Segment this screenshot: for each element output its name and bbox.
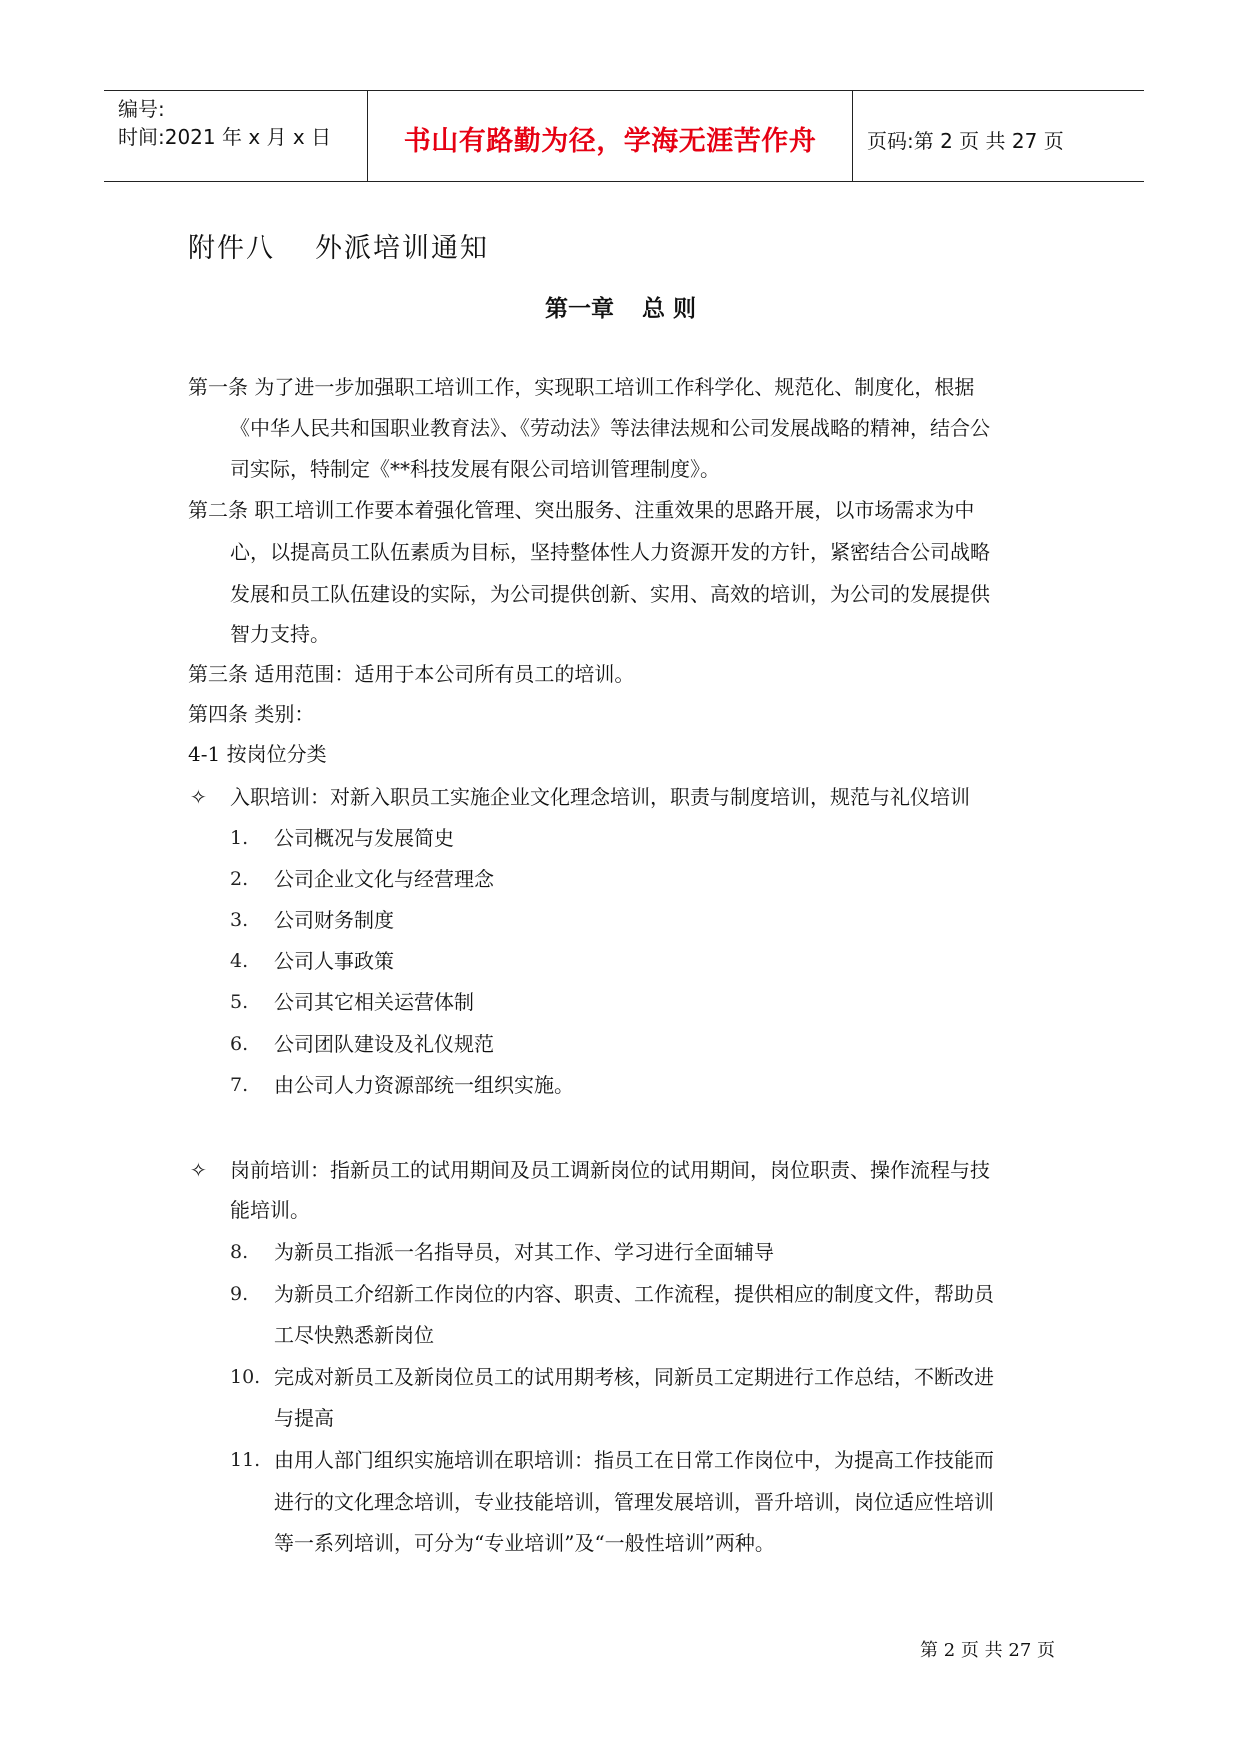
list-item-number: 5. [230, 991, 249, 1013]
list-item-text: 为新员工介绍新工作岗位的内容、职责、工作流程，提供相应的制度文件，帮助员 [274, 1282, 994, 1306]
induction-training-text: 入职培训：对新入职员工实施企业文化理念培训，职责与制度培训，规范与礼仪培训 [230, 785, 970, 809]
article-4-1: 4-1 按岗位分类 [188, 742, 327, 766]
list-item-number: 3. [230, 909, 249, 931]
list-item-number: 4. [230, 950, 249, 972]
list-item-number: 6. [230, 1033, 249, 1055]
header-motto: 书山有路勤为径，学海无涯苦作舟 [403, 126, 817, 157]
chapter-number: 第一章 [544, 296, 614, 322]
list-item-number: 9. [230, 1283, 249, 1305]
article-2-line-1: 第二条 职工培训工作要本着强化管理、突出服务、注重效果的思路开展，以市场需求为中 [188, 498, 975, 522]
article-2-line-4: 智力支持。 [230, 622, 330, 646]
list-item-text-continued: 与提高 [274, 1406, 334, 1430]
list-item-number: 8. [230, 1241, 249, 1263]
diamond-bullet-icon: ✧ [190, 1158, 207, 1182]
attachment-label: 附件八 [188, 233, 275, 264]
diamond-bullet-icon: ✧ [190, 785, 207, 809]
list-item-number: 11. [230, 1449, 261, 1471]
article-1-line-2: 《中华人民共和国职业教育法》、《劳动法》等法律法规和公司发展战略的精神，结合公 [230, 416, 990, 440]
list-item-text: 公司财务制度 [274, 908, 394, 932]
pre-job-training-line-2: 能培训。 [230, 1198, 310, 1222]
list-item-text: 由公司人力资源部统一组织实施。 [274, 1073, 574, 1097]
article-1-line-3: 司实际，特制定《**科技发展有限公司培训管理制度》。 [230, 457, 720, 481]
list-item-text: 由用人部门组织实施培训在职培训：指员工在日常工作岗位中，为提高工作技能而 [274, 1448, 994, 1472]
list-item-number: 10. [230, 1366, 261, 1388]
list-item-text-continued: 工尽快熟悉新岗位 [274, 1323, 434, 1347]
document-time-label: 时间:2021 年 x 月 x 日 [118, 125, 332, 149]
article-4: 第四条 类别： [188, 702, 315, 726]
list-item-text: 公司人事政策 [274, 949, 394, 973]
attachment-title [188, 226, 489, 265]
header-page-cell [853, 91, 1144, 181]
pre-job-training-line-1: 岗前培训：指新员工的试用期间及员工调新岗位的试用期间，岗位职责、操作流程与技 [230, 1158, 990, 1182]
list-item-number: 7. [230, 1074, 249, 1096]
article-2-line-2: 心，以提高员工队伍素质为目标，坚持整体性人力资源开发的方针，紧密结合公司战略 [230, 540, 990, 564]
attachment-name: 外派培训通知 [315, 233, 489, 264]
page-footer-number: 第 2 页 共 27 页 [920, 1640, 1055, 1661]
document-number-label: 编号: [118, 97, 165, 121]
article-2-line-3: 发展和员工队伍建设的实际，为公司提供创新、实用、高效的培训，为公司的发展提供 [230, 582, 990, 606]
header-info-cell [104, 91, 368, 181]
page-header [104, 90, 1144, 182]
article-1-line-1: 第一条 为了进一步加强职工培训工作，实现职工培训工作科学化、规范化、制度化，根据 [188, 375, 975, 399]
article-3: 第三条 适用范围：适用于本公司所有员工的培训。 [188, 662, 635, 686]
list-item-number: 1. [230, 827, 249, 849]
list-item-text: 公司团队建设及礼仪规范 [274, 1032, 494, 1056]
header-motto-cell [368, 91, 853, 181]
list-item-text: 公司企业文化与经营理念 [274, 867, 494, 891]
list-item-text-continued: 进行的文化理念培训，专业技能培训，管理发展培训，晋升培训，岗位适应性培训 [274, 1490, 994, 1514]
list-item-text: 公司其它相关运营体制 [274, 990, 474, 1014]
list-item-text: 公司概况与发展简史 [274, 826, 454, 850]
list-item-text: 为新员工指派一名指导员，对其工作、学习进行全面辅导 [274, 1240, 774, 1264]
list-item-text: 完成对新员工及新岗位员工的试用期考核，同新员工定期进行工作总结，不断改进 [274, 1365, 994, 1389]
chapter-title: 总 则 [641, 296, 696, 322]
chapter-heading [0, 290, 1241, 323]
list-item-number: 2. [230, 868, 249, 890]
list-item-text-continued: 等一系列培训，可分为“专业培训”及“一般性培训”两种。 [274, 1531, 775, 1555]
header-page-number: 页码:第 2 页 共 27 页 [867, 129, 1064, 153]
